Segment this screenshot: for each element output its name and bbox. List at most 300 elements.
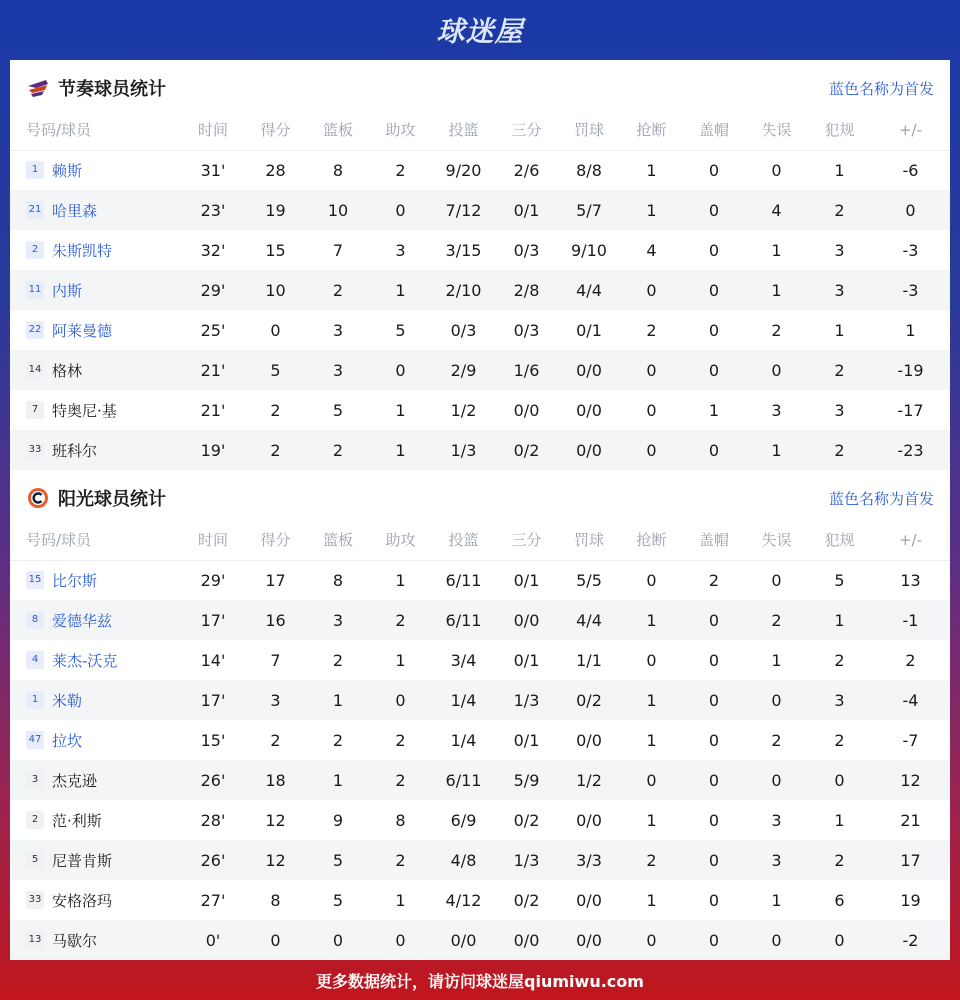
stat-cell: 2/9 bbox=[432, 350, 495, 390]
stat-cell: 8 bbox=[395, 810, 406, 830]
stat-cell: 2 bbox=[620, 840, 683, 880]
jersey-number-badge: 13 bbox=[26, 931, 44, 949]
table-row[interactable] bbox=[10, 640, 950, 680]
stat-cell: 1 bbox=[307, 680, 369, 720]
stat-cell: 0 bbox=[745, 680, 808, 720]
stat-cell: 3/3 bbox=[558, 840, 620, 880]
stat-cell: 1 bbox=[646, 890, 657, 910]
stat-cell: 5/7 bbox=[558, 190, 620, 230]
table-row[interactable] bbox=[10, 390, 950, 430]
stat-cell: 5/5 bbox=[576, 570, 602, 590]
jersey-number-badge: 8 bbox=[26, 611, 44, 629]
stat-cell: 0 bbox=[646, 650, 657, 670]
player-cell bbox=[10, 190, 182, 230]
stat-cell: 9/10 bbox=[571, 240, 607, 260]
player-name-link[interactable]: 哈里森 bbox=[52, 201, 98, 220]
jersey-number-badge: 33 bbox=[26, 441, 44, 459]
stat-cell: 2 bbox=[646, 320, 657, 340]
stat-cell: 18 bbox=[244, 760, 307, 800]
jersey-number-badge: 11 bbox=[26, 281, 44, 299]
stat-cell: 1 bbox=[395, 890, 406, 910]
stat-cell: 0 bbox=[620, 430, 683, 470]
stat-cell: 17' bbox=[182, 680, 244, 720]
player-name: 范·利斯 bbox=[52, 811, 102, 830]
stat-cell: 1 bbox=[745, 270, 808, 310]
player-name-link[interactable]: 朱斯凯特 bbox=[52, 241, 113, 260]
player-name: 马歇尔 bbox=[52, 931, 98, 950]
stat-cell: 0 bbox=[708, 810, 720, 830]
stat-cell: 21' bbox=[200, 400, 226, 420]
stat-cell: 0 bbox=[620, 760, 683, 800]
stat-cell: 3 bbox=[834, 400, 845, 420]
stat-cell: 2 bbox=[369, 600, 432, 640]
player-name-link[interactable]: 莱杰-沃克 bbox=[52, 651, 118, 670]
stat-cell: 0 bbox=[683, 840, 745, 880]
stat-cell: 1 bbox=[771, 240, 782, 260]
stat-cell: 1 bbox=[646, 810, 657, 830]
player-cell bbox=[10, 600, 182, 640]
stat-cell: 4/8 bbox=[432, 840, 495, 880]
player-name-link[interactable]: 爱德华兹 bbox=[52, 611, 113, 630]
stat-cell: 3 bbox=[808, 680, 871, 720]
stat-cell: 2 bbox=[270, 400, 281, 420]
player-name-link[interactable]: 阿莱曼德 bbox=[52, 321, 113, 340]
jersey-number-badge: 47 bbox=[26, 731, 44, 749]
stat-cell: 3/4 bbox=[450, 650, 477, 670]
stat-cell: 0 bbox=[708, 320, 720, 340]
player-name-link[interactable]: 米勒 bbox=[52, 691, 83, 710]
stat-cell: 2 bbox=[332, 650, 344, 670]
stat-cell: 4 bbox=[646, 240, 657, 260]
stat-cell: 2 bbox=[395, 730, 406, 750]
stat-cell: 1 bbox=[646, 730, 657, 750]
stat-cell: 1 bbox=[395, 650, 406, 670]
stat-cell: 2 bbox=[369, 760, 432, 800]
phoenix-mercury-logo-icon bbox=[26, 76, 50, 100]
stat-cell: 10 bbox=[307, 190, 369, 230]
stat-cell: 0 bbox=[708, 730, 720, 750]
stat-cell: 3 bbox=[834, 240, 845, 260]
stat-cell: 0/1 bbox=[576, 320, 602, 340]
stat-cell: 0 bbox=[683, 600, 745, 640]
jersey-number-badge: 33 bbox=[26, 891, 44, 909]
table-row[interactable] bbox=[10, 270, 950, 310]
stat-cell: 1 bbox=[771, 890, 782, 910]
starter-legend-note: 蓝色名称为首发 bbox=[828, 79, 934, 98]
starter-legend-note: 蓝色名称为首发 bbox=[828, 489, 934, 508]
stat-cell: 10 bbox=[244, 270, 307, 310]
stat-cell: 0/0 bbox=[495, 920, 558, 960]
table-row[interactable] bbox=[10, 800, 950, 840]
stat-cell: 0 bbox=[708, 240, 720, 260]
player-name-link[interactable]: 比尔斯 bbox=[52, 571, 98, 590]
stat-cell: 3 bbox=[307, 350, 369, 390]
stat-cell: 1 bbox=[395, 400, 406, 420]
stat-cell: 0 bbox=[771, 160, 782, 180]
stat-cell: 9 bbox=[332, 810, 344, 830]
column-header: 失误 bbox=[745, 110, 808, 150]
player-name: 杰克逊 bbox=[52, 771, 98, 790]
stat-cell: 0 bbox=[646, 570, 657, 590]
stat-cell: 28' bbox=[200, 810, 226, 830]
jersey-number-badge: 22 bbox=[26, 321, 44, 339]
stat-cell: 6/11 bbox=[432, 600, 495, 640]
stat-cell: 5 bbox=[332, 890, 344, 910]
player-cell bbox=[10, 390, 182, 430]
player-cell bbox=[10, 430, 182, 470]
stat-cell: 0/1 bbox=[513, 650, 540, 670]
stat-cell: 0/0 bbox=[576, 400, 602, 420]
stat-cell: 8 bbox=[270, 890, 281, 910]
table-row[interactable] bbox=[10, 230, 950, 270]
stat-cell: 6/11 bbox=[432, 760, 495, 800]
table-row[interactable] bbox=[10, 880, 950, 920]
jersey-number-badge: 5 bbox=[26, 851, 44, 869]
team-title: 阳光球员统计 bbox=[58, 489, 166, 510]
stat-cell: 19 bbox=[244, 190, 307, 230]
stat-cell: 1 bbox=[369, 270, 432, 310]
player-name-link[interactable]: 拉坎 bbox=[52, 731, 83, 750]
table-row[interactable] bbox=[10, 350, 950, 390]
stat-cell: 0 bbox=[244, 920, 307, 960]
stat-cell: 4/4 bbox=[558, 270, 620, 310]
stat-cell: 4 bbox=[745, 190, 808, 230]
player-cell bbox=[10, 230, 182, 270]
stat-cell: 0 bbox=[683, 350, 745, 390]
stat-cell: 31' bbox=[200, 160, 226, 180]
stat-cell: 1/2 bbox=[450, 400, 477, 420]
stat-cell: 2 bbox=[771, 320, 782, 340]
player-cell bbox=[10, 840, 182, 880]
column-header: +/- bbox=[871, 110, 950, 150]
stat-cell: 8 bbox=[332, 570, 344, 590]
table-row[interactable] bbox=[10, 560, 950, 600]
stat-cell: 12 bbox=[244, 840, 307, 880]
player-name: 班科尔 bbox=[52, 441, 98, 460]
column-header: 三分 bbox=[495, 520, 558, 560]
table-row[interactable] bbox=[10, 720, 950, 760]
player-cell bbox=[10, 880, 182, 920]
player-cell bbox=[10, 920, 182, 960]
stat-cell: 3 bbox=[771, 400, 782, 420]
player-cell bbox=[10, 720, 182, 760]
stat-cell: 26' bbox=[182, 760, 244, 800]
stat-cell: 0 bbox=[808, 760, 871, 800]
stat-cell: 0/0 bbox=[432, 920, 495, 960]
stat-cell: -17 bbox=[897, 400, 924, 420]
player-stats-table-mercury bbox=[10, 110, 950, 470]
stat-cell: 2 bbox=[708, 570, 720, 590]
jersey-number-badge: 7 bbox=[26, 401, 44, 419]
stat-cell: 0 bbox=[620, 920, 683, 960]
stat-cell: 0/2 bbox=[495, 430, 558, 470]
stat-cell: 2 bbox=[270, 730, 281, 750]
player-name: 安格洛玛 bbox=[52, 891, 113, 910]
stat-cell: 2 bbox=[808, 430, 871, 470]
stat-cell: 3 bbox=[395, 240, 406, 260]
stat-cell: 29' bbox=[200, 570, 226, 590]
stat-cell: 2 bbox=[307, 430, 369, 470]
stat-cell: -19 bbox=[871, 350, 950, 390]
stat-cell: 0 bbox=[708, 160, 720, 180]
stat-cell: 0 bbox=[620, 270, 683, 310]
column-header: 犯规 bbox=[808, 520, 871, 560]
column-header: 篮板 bbox=[307, 110, 369, 150]
stat-cell: 3 bbox=[745, 840, 808, 880]
stat-cell: 0 bbox=[745, 760, 808, 800]
stat-cell: 1/3 bbox=[495, 840, 558, 880]
stat-cell: 3 bbox=[244, 680, 307, 720]
stat-cell: 15 bbox=[265, 240, 286, 260]
stat-cell: 16 bbox=[244, 600, 307, 640]
stat-cell: -3 bbox=[902, 240, 919, 260]
player-cell bbox=[10, 760, 182, 800]
stat-cell: -23 bbox=[871, 430, 950, 470]
connecticut-sun-logo-icon bbox=[26, 486, 50, 510]
stat-cell: 0/0 bbox=[576, 730, 602, 750]
stat-cell: 0 bbox=[683, 760, 745, 800]
stat-cell: 12 bbox=[871, 760, 950, 800]
stat-cell: 1/6 bbox=[495, 350, 558, 390]
column-header: 时间 bbox=[182, 520, 244, 560]
stat-cell: 7 bbox=[270, 650, 281, 670]
player-cell bbox=[10, 680, 182, 720]
team-header-mercury bbox=[10, 63, 950, 113]
player-name: 尼普肯斯 bbox=[52, 851, 113, 870]
stat-cell: 17 bbox=[871, 840, 950, 880]
stat-cell: 0 bbox=[871, 190, 950, 230]
stat-cell: 0/0 bbox=[558, 430, 620, 470]
stat-cell: 0/0 bbox=[576, 890, 602, 910]
stat-cell: -4 bbox=[871, 680, 950, 720]
jersey-number-badge: 2 bbox=[26, 811, 44, 829]
stat-cell: 1 bbox=[708, 400, 720, 420]
stat-cell: 4/12 bbox=[445, 890, 482, 910]
column-header: 失误 bbox=[745, 520, 808, 560]
stat-cell: 0/2 bbox=[513, 890, 540, 910]
stat-cell: 2 bbox=[745, 600, 808, 640]
stat-cell: 1 bbox=[307, 760, 369, 800]
stat-cell: 0 bbox=[369, 680, 432, 720]
table-header-row bbox=[10, 520, 950, 560]
stat-cell: 7 bbox=[332, 240, 344, 260]
stat-cell: 0 bbox=[369, 190, 432, 230]
player-cell bbox=[10, 150, 182, 190]
stat-cell: 2 bbox=[808, 840, 871, 880]
table-row[interactable] bbox=[10, 430, 950, 470]
column-header: 时间 bbox=[182, 110, 244, 150]
stat-cell: 19' bbox=[182, 430, 244, 470]
stat-cell: 6 bbox=[834, 890, 845, 910]
stat-cell: 0/0 bbox=[558, 350, 620, 390]
column-header: 犯规 bbox=[808, 110, 871, 150]
column-header: 助攻 bbox=[369, 110, 432, 150]
stat-cell: 0/3 bbox=[513, 320, 540, 340]
stat-cell: 23' bbox=[182, 190, 244, 230]
stat-cell: 3 bbox=[808, 270, 871, 310]
stat-cell: 0 bbox=[745, 920, 808, 960]
stat-cell: 2 bbox=[244, 430, 307, 470]
player-name: 特奥尼·基 bbox=[52, 401, 117, 420]
stat-cell: 1 bbox=[771, 650, 782, 670]
stat-cell: 2 bbox=[307, 270, 369, 310]
stat-cell: 0 bbox=[683, 270, 745, 310]
stat-cell: 1 bbox=[834, 320, 845, 340]
stat-cell: 5 bbox=[834, 570, 845, 590]
stat-cell: 0 bbox=[683, 680, 745, 720]
table-row[interactable] bbox=[10, 310, 950, 350]
jersey-number-badge: 4 bbox=[26, 651, 44, 669]
player-stats-table-sun bbox=[10, 520, 950, 960]
stat-cell: 26' bbox=[182, 840, 244, 880]
stat-cell: 0 bbox=[808, 920, 871, 960]
stat-cell: 0 bbox=[683, 430, 745, 470]
stat-cell: 0 bbox=[708, 890, 720, 910]
stat-cell: 1 bbox=[745, 430, 808, 470]
stat-cell: 1 bbox=[620, 680, 683, 720]
stat-cell: -3 bbox=[871, 270, 950, 310]
jersey-number-badge: 2 bbox=[26, 241, 44, 259]
footer-text[interactable]: 更多数据统计，请访问球迷屋qiumiwu.com bbox=[316, 971, 644, 991]
stat-cell: 28 bbox=[265, 160, 286, 180]
stat-cell: 0/1 bbox=[513, 570, 540, 590]
brand-header bbox=[0, 0, 960, 60]
stat-cell: 0 bbox=[620, 350, 683, 390]
table-row[interactable] bbox=[10, 150, 950, 190]
stat-cell: 2 bbox=[808, 190, 871, 230]
jersey-number-badge: 1 bbox=[26, 161, 44, 179]
table-row[interactable] bbox=[10, 190, 950, 230]
stat-cell: 1/4 bbox=[450, 730, 477, 750]
stat-cell: 21' bbox=[182, 350, 244, 390]
table-row[interactable] bbox=[10, 600, 950, 640]
column-header: 罚球 bbox=[558, 110, 620, 150]
stat-cell: 0/0 bbox=[576, 810, 602, 830]
stat-cell: 5 bbox=[307, 840, 369, 880]
stat-cell: -7 bbox=[902, 730, 919, 750]
player-cell bbox=[10, 640, 182, 680]
team-header-sun bbox=[10, 473, 950, 523]
stat-cell: 15' bbox=[200, 730, 226, 750]
stat-cell: 0 bbox=[745, 350, 808, 390]
stat-cell: 2/8 bbox=[495, 270, 558, 310]
stat-cell: 32' bbox=[200, 240, 226, 260]
stat-cell: 2 bbox=[395, 160, 406, 180]
stat-cell: 0/0 bbox=[513, 400, 540, 420]
stat-cell: 1 bbox=[646, 160, 657, 180]
stat-cell: 19 bbox=[900, 890, 921, 910]
player-cell bbox=[10, 800, 182, 840]
stat-cell: 5/9 bbox=[495, 760, 558, 800]
stat-cell: 25' bbox=[200, 320, 226, 340]
table-row[interactable] bbox=[10, 760, 950, 800]
jersey-number-badge: 14 bbox=[26, 361, 44, 379]
stat-cell: 4/4 bbox=[558, 600, 620, 640]
stat-cell: 5 bbox=[332, 400, 344, 420]
stat-cell: 0/2 bbox=[513, 810, 540, 830]
stat-cell: 0 bbox=[708, 650, 720, 670]
brand-logo: 球迷屋 bbox=[436, 15, 524, 48]
column-header: 抢断 bbox=[620, 520, 683, 560]
stat-cell: 8/8 bbox=[576, 160, 602, 180]
table-row[interactable] bbox=[10, 920, 950, 960]
stat-cell: 0 bbox=[646, 400, 657, 420]
stat-cell: -6 bbox=[902, 160, 919, 180]
stat-cell: 17 bbox=[265, 570, 286, 590]
column-header: 得分 bbox=[244, 110, 307, 150]
stat-cell: 1 bbox=[620, 600, 683, 640]
stat-cell: 1 bbox=[905, 320, 916, 340]
stat-cell: 29' bbox=[182, 270, 244, 310]
stat-cell: 2 bbox=[834, 730, 845, 750]
stat-cell: 12 bbox=[265, 810, 286, 830]
column-header: 篮板 bbox=[307, 520, 369, 560]
jersey-number-badge: 15 bbox=[26, 571, 44, 589]
stat-cell: 1/3 bbox=[432, 430, 495, 470]
stat-cell: 1/4 bbox=[432, 680, 495, 720]
stat-cell: 27' bbox=[200, 890, 226, 910]
column-header: 投篮 bbox=[432, 110, 495, 150]
column-header: 助攻 bbox=[369, 520, 432, 560]
stat-cell: 0/0 bbox=[495, 600, 558, 640]
stat-cell: 0 bbox=[369, 350, 432, 390]
footer-banner bbox=[0, 960, 960, 1000]
table-row[interactable] bbox=[10, 840, 950, 880]
stat-cell: 6/11 bbox=[445, 570, 482, 590]
column-header: 抢断 bbox=[620, 110, 683, 150]
stat-cell: 0/0 bbox=[558, 920, 620, 960]
stat-cell: 9/20 bbox=[445, 160, 482, 180]
stat-cell: 3 bbox=[307, 600, 369, 640]
stat-cell: 0/1 bbox=[513, 730, 540, 750]
column-header: 罚球 bbox=[558, 520, 620, 560]
column-header: 得分 bbox=[244, 520, 307, 560]
stat-cell: 0' bbox=[182, 920, 244, 960]
stat-cell: 0/2 bbox=[558, 680, 620, 720]
stat-cell: 2 bbox=[808, 350, 871, 390]
stat-cell: 2 bbox=[905, 650, 916, 670]
player-cell bbox=[10, 560, 182, 600]
column-header: 三分 bbox=[495, 110, 558, 150]
stat-cell: 2 bbox=[369, 840, 432, 880]
column-header: 盖帽 bbox=[683, 520, 745, 560]
stat-cell: 5 bbox=[244, 350, 307, 390]
stat-cell: 1/1 bbox=[576, 650, 602, 670]
stat-cell: 13 bbox=[900, 570, 921, 590]
table-row[interactable] bbox=[10, 680, 950, 720]
stats-panel bbox=[10, 60, 950, 960]
stat-cell: 0 bbox=[369, 920, 432, 960]
stat-cell: 1 bbox=[834, 810, 845, 830]
stat-cell: 1/2 bbox=[558, 760, 620, 800]
player-cell bbox=[10, 270, 182, 310]
stat-cell: 0/1 bbox=[495, 190, 558, 230]
stat-cell: 5 bbox=[395, 320, 406, 340]
team-title: 节奏球员统计 bbox=[58, 79, 166, 100]
column-header: 盖帽 bbox=[683, 110, 745, 150]
stat-cell: 0 bbox=[683, 190, 745, 230]
stat-cell: 2/6 bbox=[513, 160, 540, 180]
stat-cell: 3 bbox=[771, 810, 782, 830]
stat-cell: 3/15 bbox=[445, 240, 482, 260]
column-header: 号码/球员 bbox=[10, 110, 182, 150]
jersey-number-badge: 3 bbox=[26, 771, 44, 789]
player-name-link[interactable]: 赖斯 bbox=[52, 161, 83, 180]
player-name-link[interactable]: 内斯 bbox=[52, 281, 83, 300]
table-header-row bbox=[10, 110, 950, 150]
stat-cell: 0 bbox=[771, 570, 782, 590]
jersey-number-badge: 21 bbox=[26, 201, 44, 219]
